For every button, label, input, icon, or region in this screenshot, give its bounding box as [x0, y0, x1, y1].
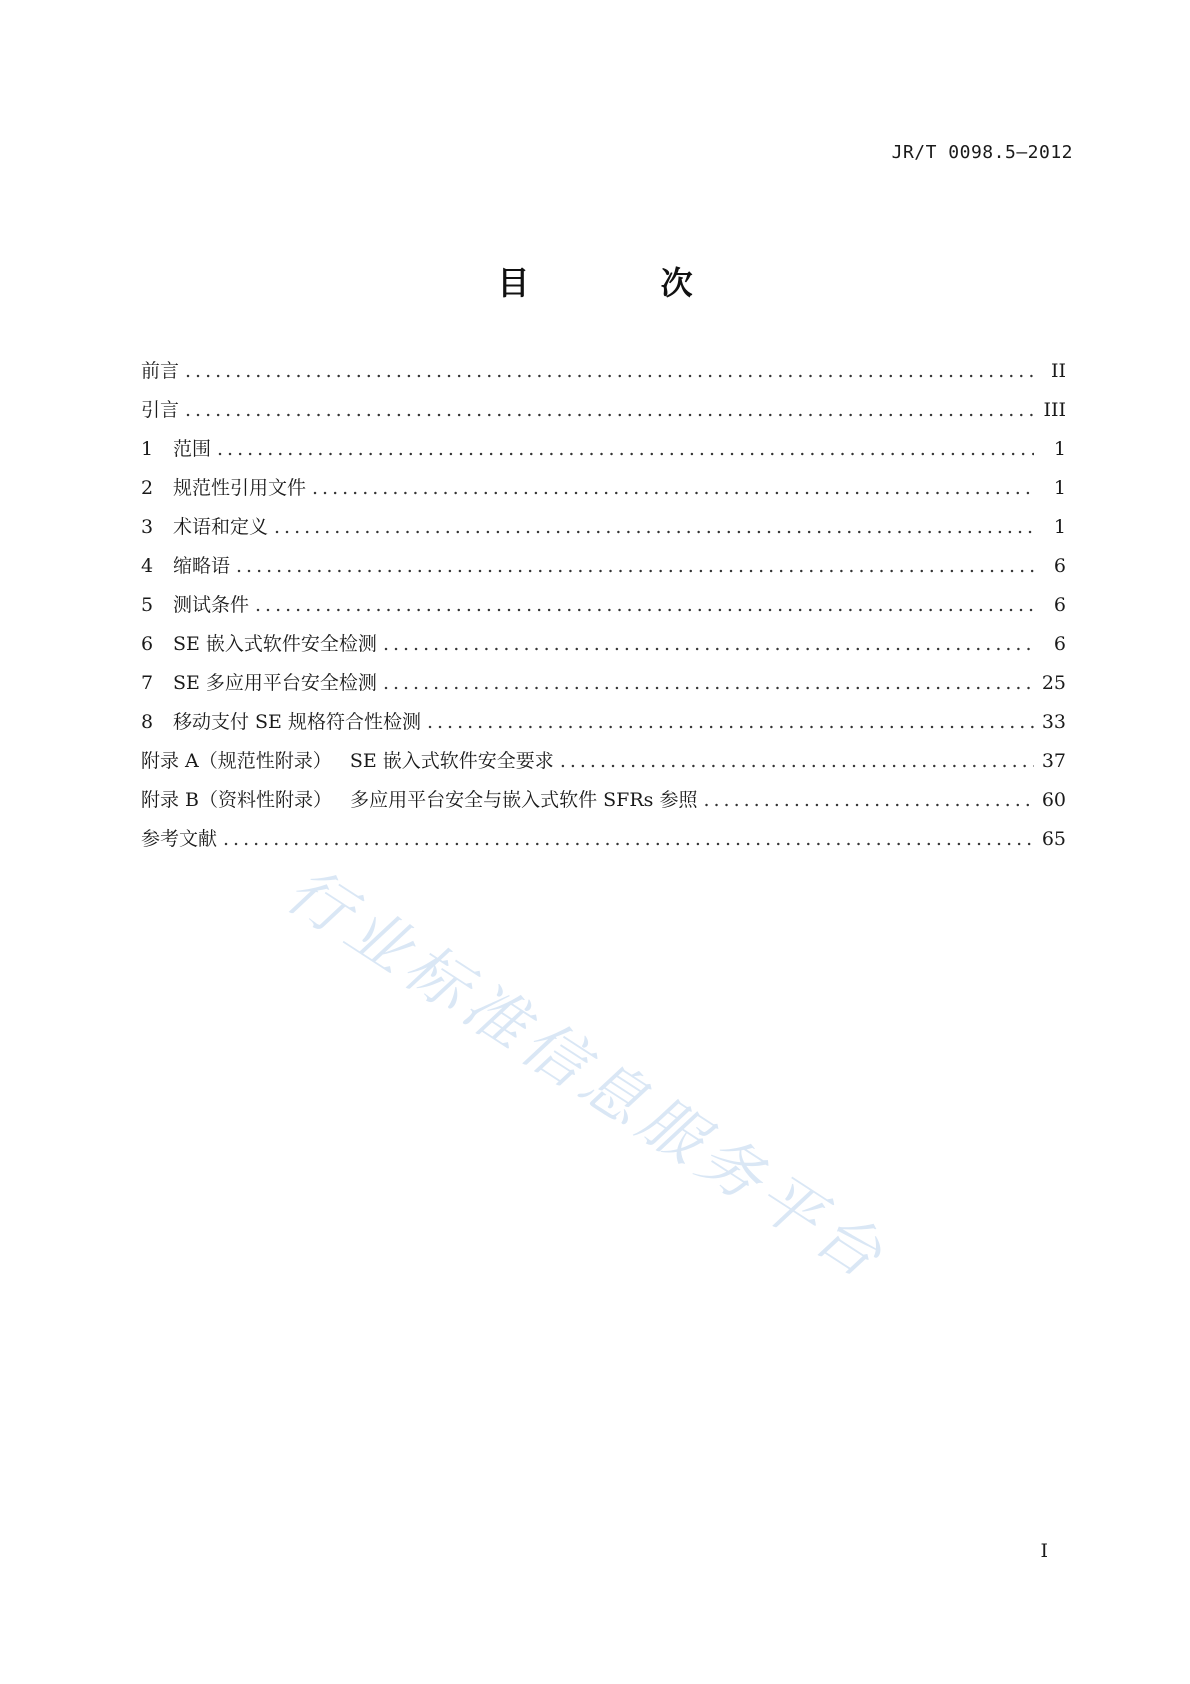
- toc-dot-leader: [383, 633, 1034, 655]
- toc-entry-label: 前言: [141, 360, 180, 382]
- toc-page-number: 6: [1053, 555, 1066, 577]
- toc-section-number: 7: [141, 672, 154, 694]
- toc-page-number: 6: [1053, 594, 1066, 616]
- toc-section-number: 2: [141, 477, 154, 499]
- toc-page-number: 1: [1053, 516, 1066, 538]
- toc-entry-normative-references[interactable]: [141, 473, 1066, 512]
- toc-page-number: 1: [1053, 477, 1066, 499]
- toc-dot-leader: [236, 555, 1034, 577]
- toc-entry-scope[interactable]: [141, 434, 1066, 473]
- toc-section-number: 8: [141, 711, 154, 733]
- toc-entry-mobile-payment-se-conformance[interactable]: [141, 707, 1066, 746]
- document-code: JR/T 0098.5—2012: [891, 142, 1073, 163]
- toc-dot-leader: [185, 360, 1034, 382]
- toc-entry-label: SE 嵌入式软件安全检测: [173, 633, 377, 655]
- toc-dot-leader: [274, 516, 1034, 538]
- toc-entry-terms-definitions[interactable]: [141, 512, 1066, 551]
- toc-entry-label: 引言: [141, 399, 180, 421]
- toc-page-number: 65: [1041, 828, 1066, 850]
- toc-entry-label: 范围: [173, 438, 212, 460]
- table-of-contents: [141, 356, 1066, 863]
- toc-page-number: 33: [1041, 711, 1066, 733]
- toc-dot-leader: [185, 399, 1034, 421]
- toc-dot-leader: [255, 594, 1034, 616]
- toc-entry-introduction[interactable]: [141, 395, 1066, 434]
- toc-dot-leader: [560, 750, 1034, 772]
- toc-entry-label: 移动支付 SE 规格符合性检测: [173, 711, 421, 733]
- toc-page-number: 37: [1041, 750, 1066, 772]
- toc-entry-label: 附录 A（规范性附录） SE 嵌入式软件安全要求: [141, 750, 554, 772]
- toc-section-number: 3: [141, 516, 154, 538]
- toc-dot-leader: [217, 438, 1034, 460]
- toc-section-number: 5: [141, 594, 154, 616]
- toc-dot-leader: [312, 477, 1034, 499]
- toc-entry-label: 缩略语: [173, 555, 231, 577]
- watermark: 行业标准信息服务平台: [273, 852, 901, 1296]
- toc-page-number: 1: [1053, 438, 1066, 460]
- toc-entry-label: 规范性引用文件: [173, 477, 307, 499]
- toc-entry-appendix-a[interactable]: [141, 746, 1066, 785]
- toc-entry-label: 测试条件: [173, 594, 250, 616]
- toc-title: 目 次: [497, 264, 753, 302]
- page-number: I: [1040, 1540, 1048, 1562]
- toc-section-number: 1: [141, 438, 154, 460]
- toc-entry-label: SE 多应用平台安全检测: [173, 672, 377, 694]
- toc-page-number: 60: [1041, 789, 1066, 811]
- toc-entry-abbreviations[interactable]: [141, 551, 1066, 590]
- toc-page-number: 25: [1041, 672, 1066, 694]
- toc-dot-leader: [427, 711, 1034, 733]
- toc-entry-label: 附录 B（资料性附录） 多应用平台安全与嵌入式软件 SFRs 参照: [141, 789, 698, 811]
- toc-section-number: 4: [141, 555, 154, 577]
- toc-dot-leader: [223, 828, 1034, 850]
- toc-dot-leader: [383, 672, 1034, 694]
- toc-entry-foreword[interactable]: [141, 356, 1066, 395]
- toc-entry-label: 术语和定义: [173, 516, 269, 538]
- toc-dot-leader: [703, 789, 1033, 811]
- toc-page-number: 6: [1053, 633, 1066, 655]
- toc-page-number: III: [1043, 399, 1066, 421]
- toc-entry-test-conditions[interactable]: [141, 590, 1066, 629]
- toc-entry-se-embedded-software[interactable]: [141, 629, 1066, 668]
- toc-page-number: II: [1050, 360, 1066, 382]
- toc-section-number: 6: [141, 633, 154, 655]
- toc-entry-appendix-b[interactable]: [141, 785, 1066, 824]
- toc-entry-se-multi-app-platform[interactable]: [141, 668, 1066, 707]
- toc-entry-label: 参考文献: [141, 828, 218, 850]
- toc-entry-bibliography[interactable]: [141, 824, 1066, 863]
